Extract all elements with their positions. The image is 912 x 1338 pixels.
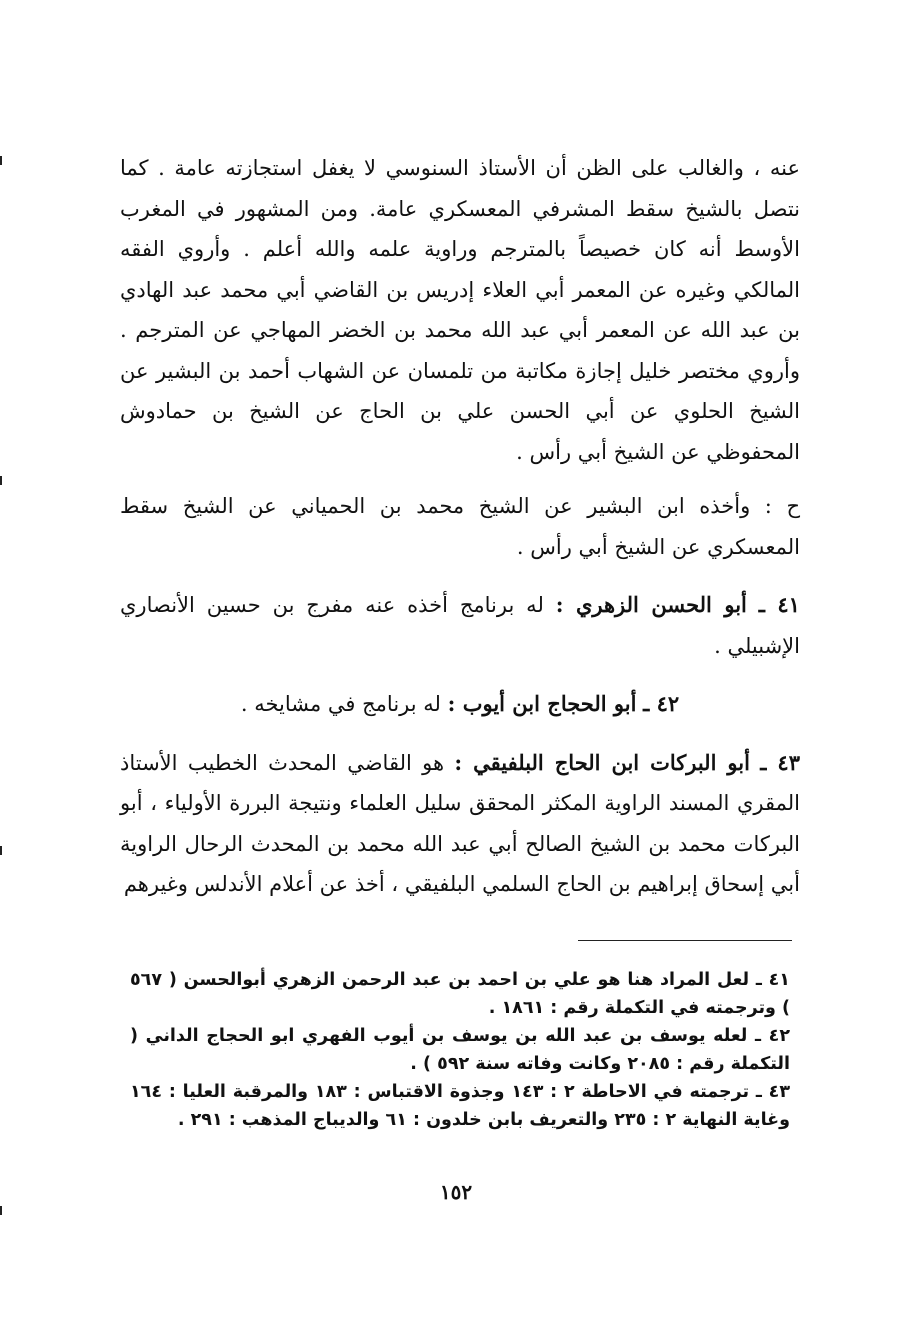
main-text <box>120 148 800 905</box>
footnote-line: والديباج المذهب : ٢٩١ . <box>177 1110 380 1130</box>
text-line: عنه ، والغالب على الظن أن الأستاذ السنوسي لا يغفل استجازته عامة . كما <box>120 156 800 180</box>
footnotes <box>130 966 790 1134</box>
footnote <box>130 1078 790 1134</box>
text-line: وغيره عن المعمر أبي العلاء إدريس بن القاضي أبي محمد عبد الهادي بن عبد الله <box>120 277 800 342</box>
text-line: أبو البركات محمد بن الشيخ الصالح أبي عبد الله محمد بن المحدث الرحال الراوية <box>120 791 800 856</box>
text-line: المعسكري عن الشيخ أبي رأس . <box>516 534 800 559</box>
footnote-line: ٤٢ ـ لعله يوسف بن عبد الله بن يوسف بن أيوب الفهري ابو الحجاج <box>206 1026 791 1046</box>
entry-text: له برنامج أخذه عنه مفرج بن حسين <box>206 593 544 617</box>
entry-42 <box>120 684 800 725</box>
footnote-line: العليا : ١٦٤ وغاية النهاية ٢ : ٢٣٥ والتعريف بابن خلدون : ٦١ <box>130 1082 790 1130</box>
footnote-line: ٤١ ـ لعل المراد هنا هو علي بن احمد بن عبد الرحمن الزهري أبوالحسن <box>183 970 790 990</box>
entry-text: الأنصاري الإشبيلي . <box>120 593 800 658</box>
text-line: عن أبي الحسن علي بن الحاج عن الشيخ بن حمادوش المحفوظي عن الشيخ <box>120 399 800 464</box>
text-line: أنه كان خصيصاً بالمترجم وراوية علمه والله أعلم . وأروي الفقه المالكي <box>120 237 800 302</box>
footnote-line: ( ٥٦٧ ) وترجمته في التكملة رقم : ١٨٦١ . <box>130 970 790 1018</box>
entry-number: ٤٣ ـ <box>760 749 800 775</box>
entry-41 <box>120 585 800 666</box>
entry-number: ٤١ ـ <box>758 592 800 617</box>
text-line: ح : وأخذه ابن البشير عن الشيخ محمد بن الحمياني عن الشيخ سقط <box>120 494 800 518</box>
scan-margin-mark <box>0 1206 2 1215</box>
entry-number: ٤٢ ـ <box>643 691 680 716</box>
entry-name: أبو الحجاج ابن أيوب : <box>447 691 637 716</box>
scan-margin-mark <box>0 476 2 485</box>
entry-name: أبو البركات ابن الحاج البلفيقي : <box>454 749 750 775</box>
footnote <box>130 966 790 1022</box>
text-line: نتصل بالشيخ سقط المشرفي المعسكري عامة. ومن المشهور في المغرب الأوسط <box>120 196 800 261</box>
footnote-line: الداني ( التكملة رقم : ٢٠٨٥ وكانت وفاته سنة ٥٩٢ ) . <box>130 1026 790 1074</box>
footnote-separator <box>578 940 792 941</box>
entry-name: أبو الحسن الزهري : <box>555 592 747 617</box>
entry-text: له برنامج في مشايخه . <box>240 692 441 716</box>
text-line: أبي رأس . <box>516 439 607 464</box>
paragraph <box>120 148 800 472</box>
scan-margin-mark <box>0 846 2 855</box>
page-number: ١٥٢ <box>439 1180 473 1204</box>
footnote <box>130 1022 790 1078</box>
scan-margin-mark <box>0 156 2 165</box>
footnote-line: ٤٣ ـ ترجمته في الاحاطة ٢ : ١٤٣ وجذوة الاقتباس : ١٨٣ والمرقبة <box>232 1082 791 1102</box>
text-line: الأستاذ المقري المسند الراوية المكثر المحقق سليل العلماء ونتيجة البررة الأولياء ، <box>120 750 800 815</box>
entry-text: هو القاضي المحدث الخطيب <box>187 750 445 775</box>
text-line: أبي إسحاق إبراهيم بن الحاج السلمي البلفيقي ، أخذ عن أعلام الأندلس وغيرهم <box>123 872 800 896</box>
text-line: خليل إجازة مكاتبة من تلمسان عن الشهاب أحمد بن البشير عن الشيخ الحلوي <box>120 358 800 423</box>
entry-43 <box>120 743 800 905</box>
paragraph <box>120 486 800 567</box>
text-line: عن المعمر أبي عبد الله محمد بن الخضر المهاجي عن المترجم . وأروي مختصر <box>120 318 800 383</box>
